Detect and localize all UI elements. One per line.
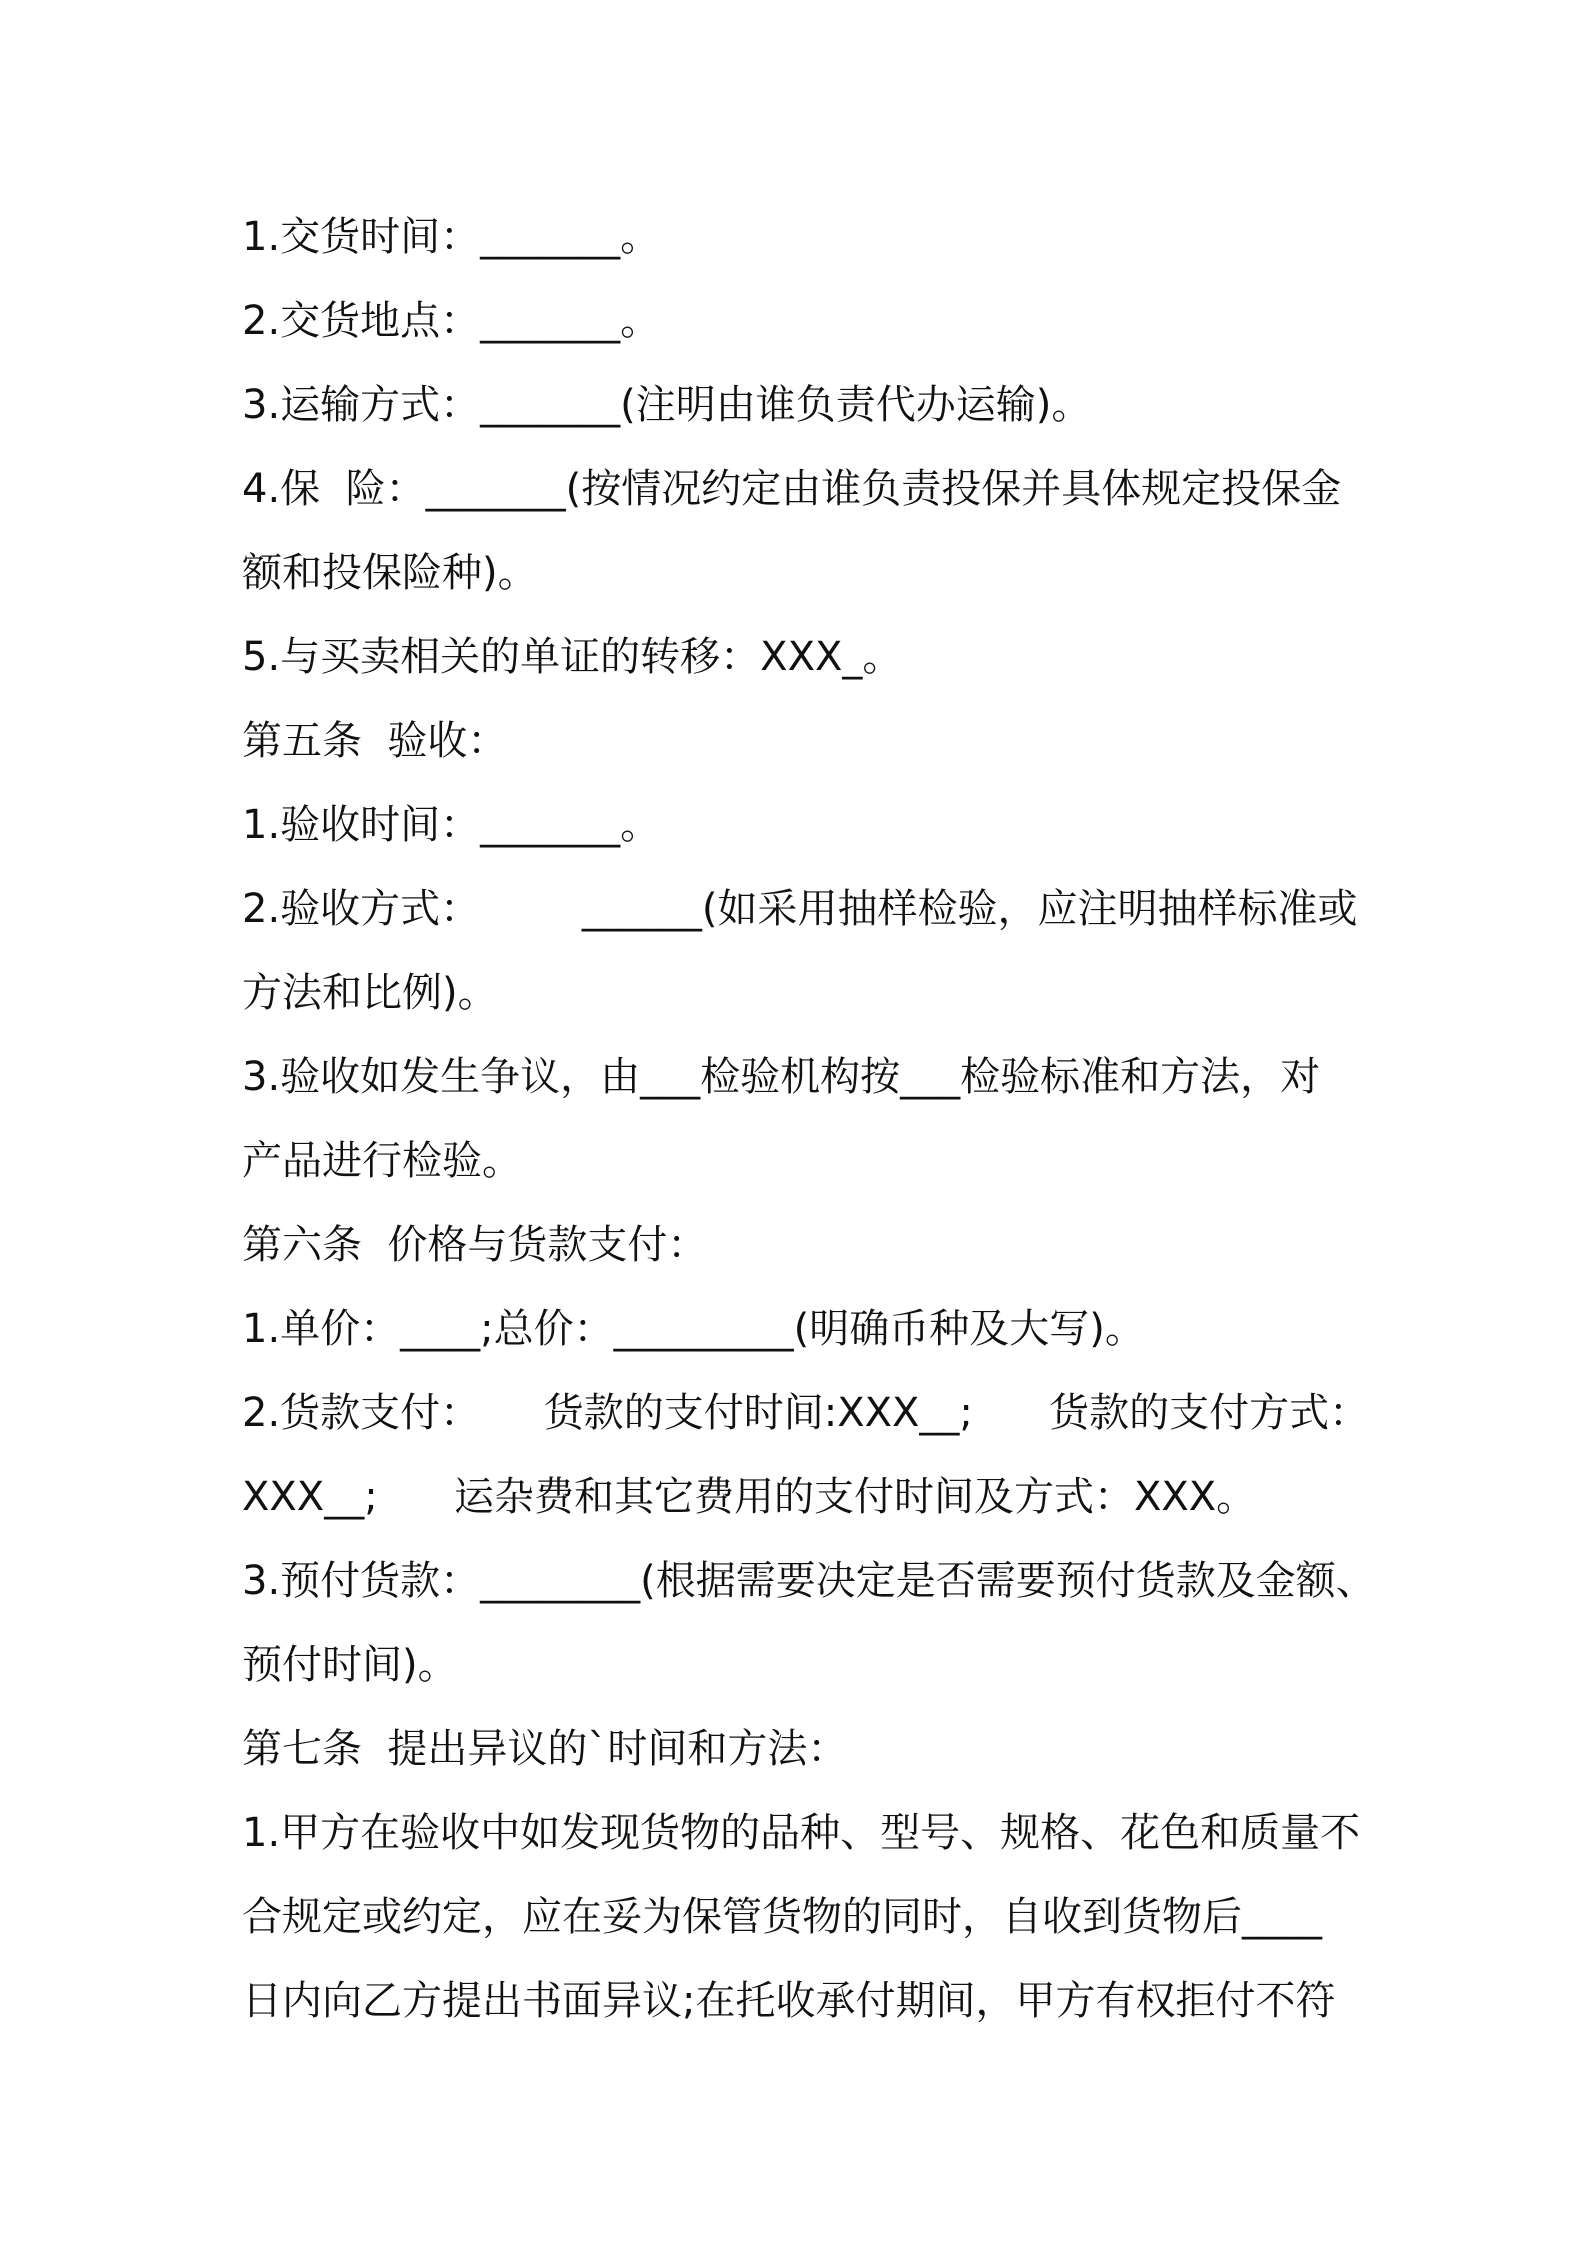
- payment-line-continued: XXX__; 运杂费和其它费用的支付时间及方式：XXX。: [242, 1474, 1257, 1520]
- contract-text-body: [242, 195, 1382, 2043]
- objection-line-continued: 合规定或约定，应在妥为保管货物的同时，自收到货物后____: [242, 1894, 1322, 1940]
- document-transfer-line: 5.与买卖相关的单证的转移：XXX_。: [242, 634, 903, 680]
- payment-line: 2.货款支付： 货款的支付时间:XXX__; 货款的支付方式：: [242, 1390, 1370, 1436]
- price-line: 1.单价：____;总价：_________(明确币种及大写)。: [242, 1306, 1145, 1352]
- insurance-line-continued: 额和投保险种)。: [242, 550, 538, 596]
- prepayment-line-continued: 预付时间)。: [242, 1642, 458, 1688]
- objection-line: 1.甲方在验收中如发现货物的品种、型号、规格、花色和质量不: [242, 1810, 1361, 1856]
- inspection-time-line: 1.验收时间：_______。: [242, 802, 661, 848]
- article-five-heading: 第五条 验收：: [242, 718, 508, 764]
- inspection-method-line-continued: 方法和比例)。: [242, 970, 498, 1016]
- article-six-heading: 第六条 价格与货款支付：: [242, 1222, 708, 1268]
- article-seven-heading: 第七条 提出异议的`时间和方法：: [242, 1726, 848, 1772]
- delivery-time-line: 1.交货时间：_______。: [242, 214, 661, 260]
- insurance-line: 4.保 险：_______(按情况约定由谁负责投保并具体规定投保金: [242, 466, 1342, 512]
- objection-line-continued-2: 日内向乙方提出书面异议;在托收承付期间，甲方有权拒付不符: [242, 1978, 1336, 2024]
- prepayment-line: 3.预付货款：________(根据需要决定是否需要预付货款及金额、: [242, 1558, 1376, 1604]
- inspection-dispute-line: 3.验收如发生争议，由___检验机构按___检验标准和方法，对: [242, 1054, 1321, 1100]
- delivery-place-line: 2.交货地点：_______。: [242, 298, 661, 344]
- transport-method-line: 3.运输方式：_______(注明由谁负责代办运输)。: [242, 382, 1092, 428]
- inspection-dispute-line-continued: 产品进行检验。: [242, 1138, 522, 1184]
- inspection-method-line: 2.验收方式： ______(如采用抽样检验，应注明抽样标准或: [242, 886, 1358, 932]
